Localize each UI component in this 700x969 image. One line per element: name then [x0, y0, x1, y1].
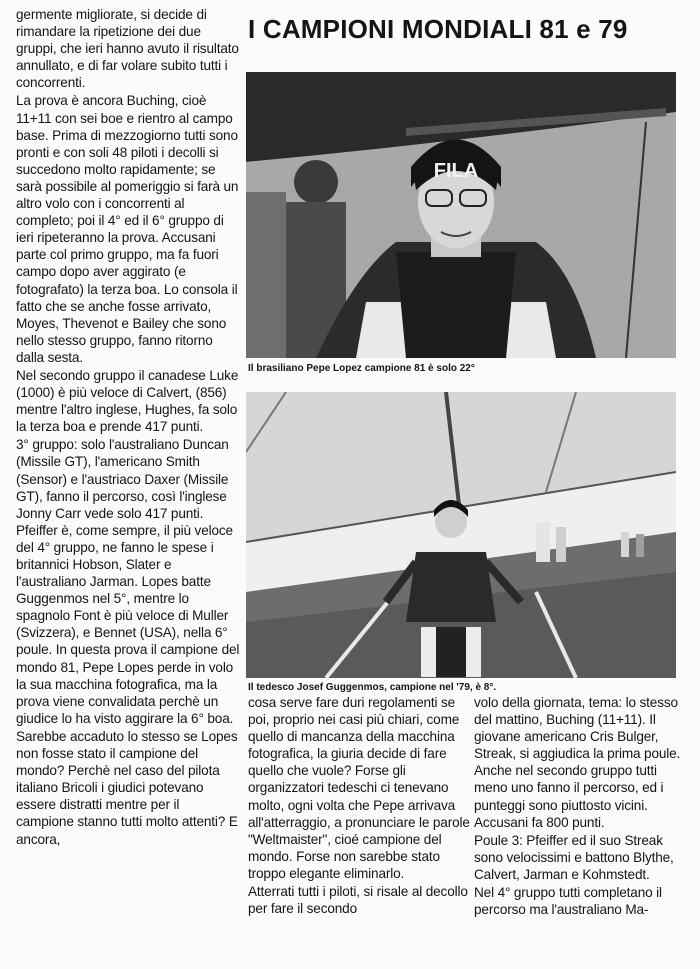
paragraph: Nel secondo gruppo il canadese Luke (1000) è più veloce di Calvert, (856) mentre l'altro inglese, Hughes, fa solo la terza boa e prende 417 punti.: [16, 367, 239, 435]
paragraph: volo della giornata, tema: lo stesso del mattino, Buching (11+11). Il giovane americano Cris Bulger, Streak, si aggiudica la prima poule. Anche nel secondo gruppo tutti meno uno fanno il percorso, ed i punteggi sono piuttosto vicini. Accusani fa 800 punti.: [474, 695, 681, 830]
photo-caption: Il tedesco Josef Guggenmos, campione nel '79, è 8°.: [248, 682, 497, 693]
paragraph: cosa serve fare duri regolamenti se poi, proprio nei casi più chiari, come quello di mancanza della macchina fotografica, la giuria decide di fare quello che vuole? Forse gli organizzatori tedeschi ci tenevano molto, ogni volta che Pepe arrivava all'atterraggio, a pronunciare le parole "Weltmaister", cioé campione del mondo. Forse non sarebbe stato troppo elegante eliminarlo.: [248, 695, 470, 881]
article-title: I CAMPIONI MONDIALI 81 e 79: [248, 14, 628, 44]
paragraph: La prova è ancora Buching, cioè 11+11 con sei boe e rientro al campo base. Prima di mezzogiorno tutti sono pronti e con soli 48 piloti i decolli si succedono molto rapidamente; se sarà possibile al pomeriggio si farà un altro volo con i concorrenti al completo; poi il 4° ed il 6° gruppo di ieri ripeteranno la prova. Accusani parte col primo gruppo, ma fa fuori campo dopo aver aggirato (e fotografato) la terza boa. Lo consola il fatto che se anche fosse arrivato, Moyes, Thevenot e Bailey che sono nello stesso gruppo, fanno ritorno dalla sesta.: [16, 93, 239, 365]
photo-josef-guggenmos: [246, 392, 676, 678]
paragraph: 3° gruppo: solo l'australiano Duncan (Missile GT), l'americano Smith (Sensor) e l'austriaco Daxer (Missile GT), fanno il percorso, così l'inglese Jonny Carr vede solo 417 punti. Pfeiffer è, come sempre, il più veloce del 4° gruppo, ne fanno le spese i britannici Hobson, Slater e l'australiano Jarman. Lopes batte Guggenmos nel 5°, mentre lo spagnolo Font è più veloce di Muller (Svizzera), e Bennet (USA), nella 6° poule. In questa prova il campione del mondo 81, Pepe Lopes perde in volo la sua macchina fotografica, ma la prova viene convalidata perchè un giudice lo ha visto aggirare la 6° boa.: [16, 437, 240, 726]
helmet-logo: FILA: [433, 160, 479, 182]
photo-caption: Il brasiliano Pepe Lopez campione 81 è solo 22°: [248, 363, 475, 374]
paragraph: Atterrati tutti i piloti, si risale al decollo per fare il secondo: [248, 884, 468, 917]
article-column-middle: [248, 694, 470, 966]
photo-pepe-lopez: [246, 72, 676, 358]
article-column-left: [16, 6, 240, 966]
paragraph: germente migliorate, si decide di rimandare la ripetizione dei due gruppi, che ieri hanno avuto il risultato annullato, e di far volare subito tutti i concorrenti.: [16, 7, 239, 91]
paragraph: Nel 4° gruppo tutti completano il percorso ma l'australiano Ma-: [474, 885, 662, 918]
paragraph: Poule 3: Pfeiffer ed il suo Streak sono velocissimi e battono Blythe, Calvert, Jarman e Kohmstedt.: [474, 832, 674, 882]
paragraph: Sarebbe accaduto lo stesso se Lopes non fosse stato il campione del mondo? Perchè nel caso del pilota italiano Bricoli i giudici potevano essere distratti mentre per il campione stanno tutti molto attenti? E ancora,: [16, 728, 238, 847]
article-column-right: [474, 694, 686, 966]
